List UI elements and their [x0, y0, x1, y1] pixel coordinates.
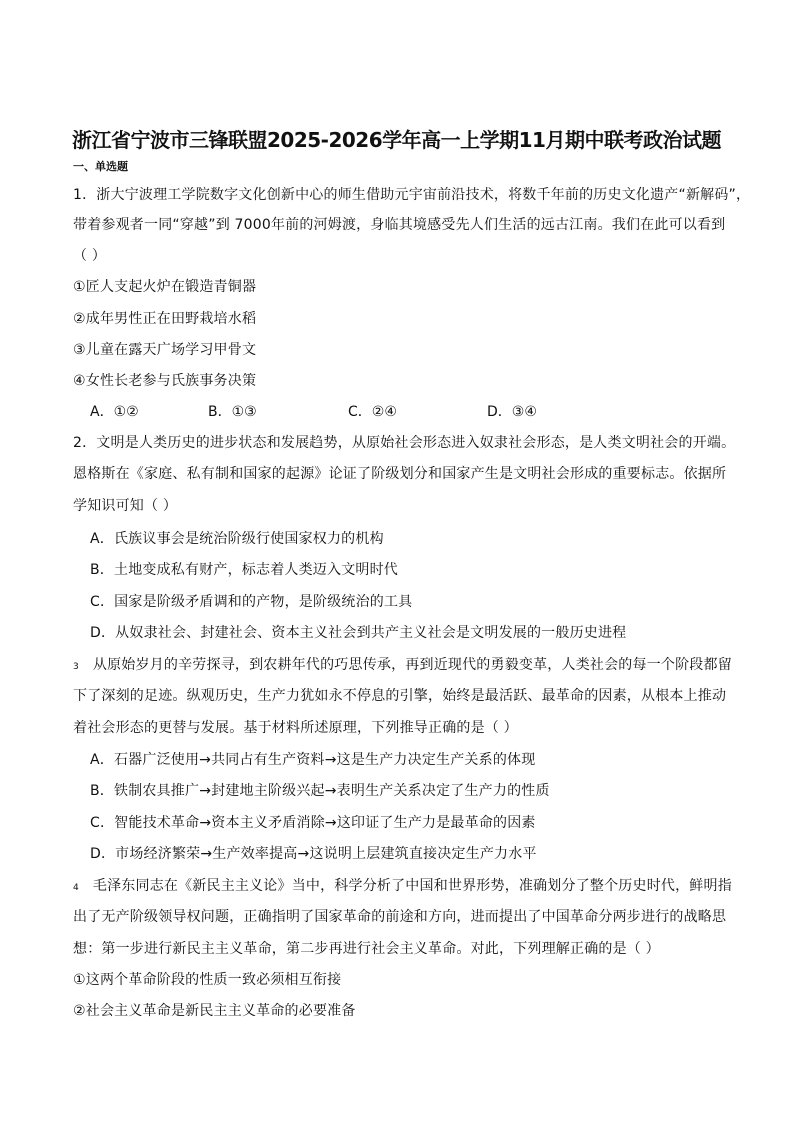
- q1-stem-line-2: 带着参观者一同“穿越”到 7000年前的河姆渡，身临其境感受先人们生活的远古江南。我们在此可以看到: [73, 217, 726, 233]
- q3-stem-line-2: 下了深刻的足迹。纵观历史，生产力犹如永不停息的引擎，始终是最活跃、最革命的因素，从根本上推动: [73, 688, 727, 704]
- q2-option-d: D．从奴隶社会、封建社会、资本主义社会到共产主义社会是文明发展的一般历史进程: [90, 625, 627, 641]
- q1-option-a: A．①②: [90, 404, 139, 420]
- q2-stem-line-2: 恩格斯在《家庭、私有制和国家的起源》论证了阶级划分和国家产生是文明社会形成的重要标志。依据所: [73, 466, 727, 482]
- q1-item-1: ①匠人支起火炉在锻造青铜器: [73, 279, 257, 295]
- q3-stem-line-1: [73, 656, 732, 676]
- q3-number: 3: [73, 662, 79, 672]
- q1-item-3: ③儿童在露天广场学习甲骨文: [73, 342, 257, 358]
- q1-option-d: D．③④: [487, 404, 537, 420]
- q4-number: 4: [73, 883, 79, 893]
- q2-stem-line-3: 学知识可知（ ）: [73, 498, 178, 514]
- q2-option-c: C．国家是阶级矛盾调和的产物，是阶级统治的工具: [90, 594, 413, 610]
- q1-stem-line-3: （ ）: [73, 248, 107, 264]
- q1-item-2: ②成年男性正在田野栽培水稻: [73, 311, 257, 327]
- q3-option-b: B．铁制农具推广→封建地主阶级兴起→表明生产关系决定了生产力的性质: [90, 783, 550, 799]
- q4-item-2: ②社会主义革命是新民主主义革命的必要准备: [73, 1003, 356, 1019]
- q2-option-b: B．土地变成私有财产，标志着人类迈入文明时代: [90, 562, 399, 578]
- q4-stem-line-3: 想：第一步进行新民主主义革命，第二步再进行社会主义革命。对此，下列理解正确的是（ ）: [73, 941, 660, 957]
- q1-stem-line-1: 1．浙大宁波理工学院数字文化创新中心的师生借助元宇宙前沿技术，将数千年前的历史文化遗产“新解码”，: [73, 187, 751, 203]
- q1-option-c: C．②④: [348, 404, 397, 420]
- q4-stem-line-2: 出了无产阶级领导权问题，正确指明了国家革命的前途和方向，进而提出了中国革命分两步进行的战略思: [73, 909, 727, 925]
- document-title: 浙江省宁波市三锋联盟2025-2026学年高一上学期11月期中联考政治试题: [72, 128, 721, 152]
- q3-option-c: C．智能技术革命→资本主义矛盾消除→这印证了生产力是最革命的因素: [90, 815, 536, 831]
- q4-stem-text-1: 毛泽东同志在《新民主主义论》当中，科学分析了中国和世界形势，准确划分了整个历史时代，鲜明指: [92, 878, 732, 894]
- q2-option-a: A．氏族议事会是统治阶级行使国家权力的机构: [90, 531, 384, 547]
- q3-option-a: A．石器广泛使用→共同占有生产资料→这是生产力决定生产关系的体现: [90, 752, 536, 768]
- q2-stem-line-1: 2．文明是人类历史的进步状态和发展趋势，从原始社会形态进入奴隶社会形态，是人类文明社会的开端。: [73, 435, 736, 451]
- q3-option-d: D．市场经济繁荣→生产效率提高→这说明上层建筑直接决定生产力水平: [90, 846, 537, 862]
- q1-item-4: ④女性长老参与氏族事务决策: [73, 373, 257, 389]
- q4-stem-line-1: [73, 877, 732, 897]
- q4-item-1: ①这两个革命阶段的性质一致必须相互衔接: [73, 972, 342, 988]
- q1-option-b: B．①③: [208, 404, 257, 420]
- q3-stem-line-3: 着社会形态的更替与发展。基于材料所述原理，下列推导正确的是（ ）: [73, 720, 518, 736]
- section-heading: 一、单选题: [73, 160, 128, 173]
- q3-stem-text-1: 从原始岁月的辛劳探寻，到农耕年代的巧思传承，再到近现代的勇毅变革，人类社会的每一个阶段都留: [92, 657, 732, 673]
